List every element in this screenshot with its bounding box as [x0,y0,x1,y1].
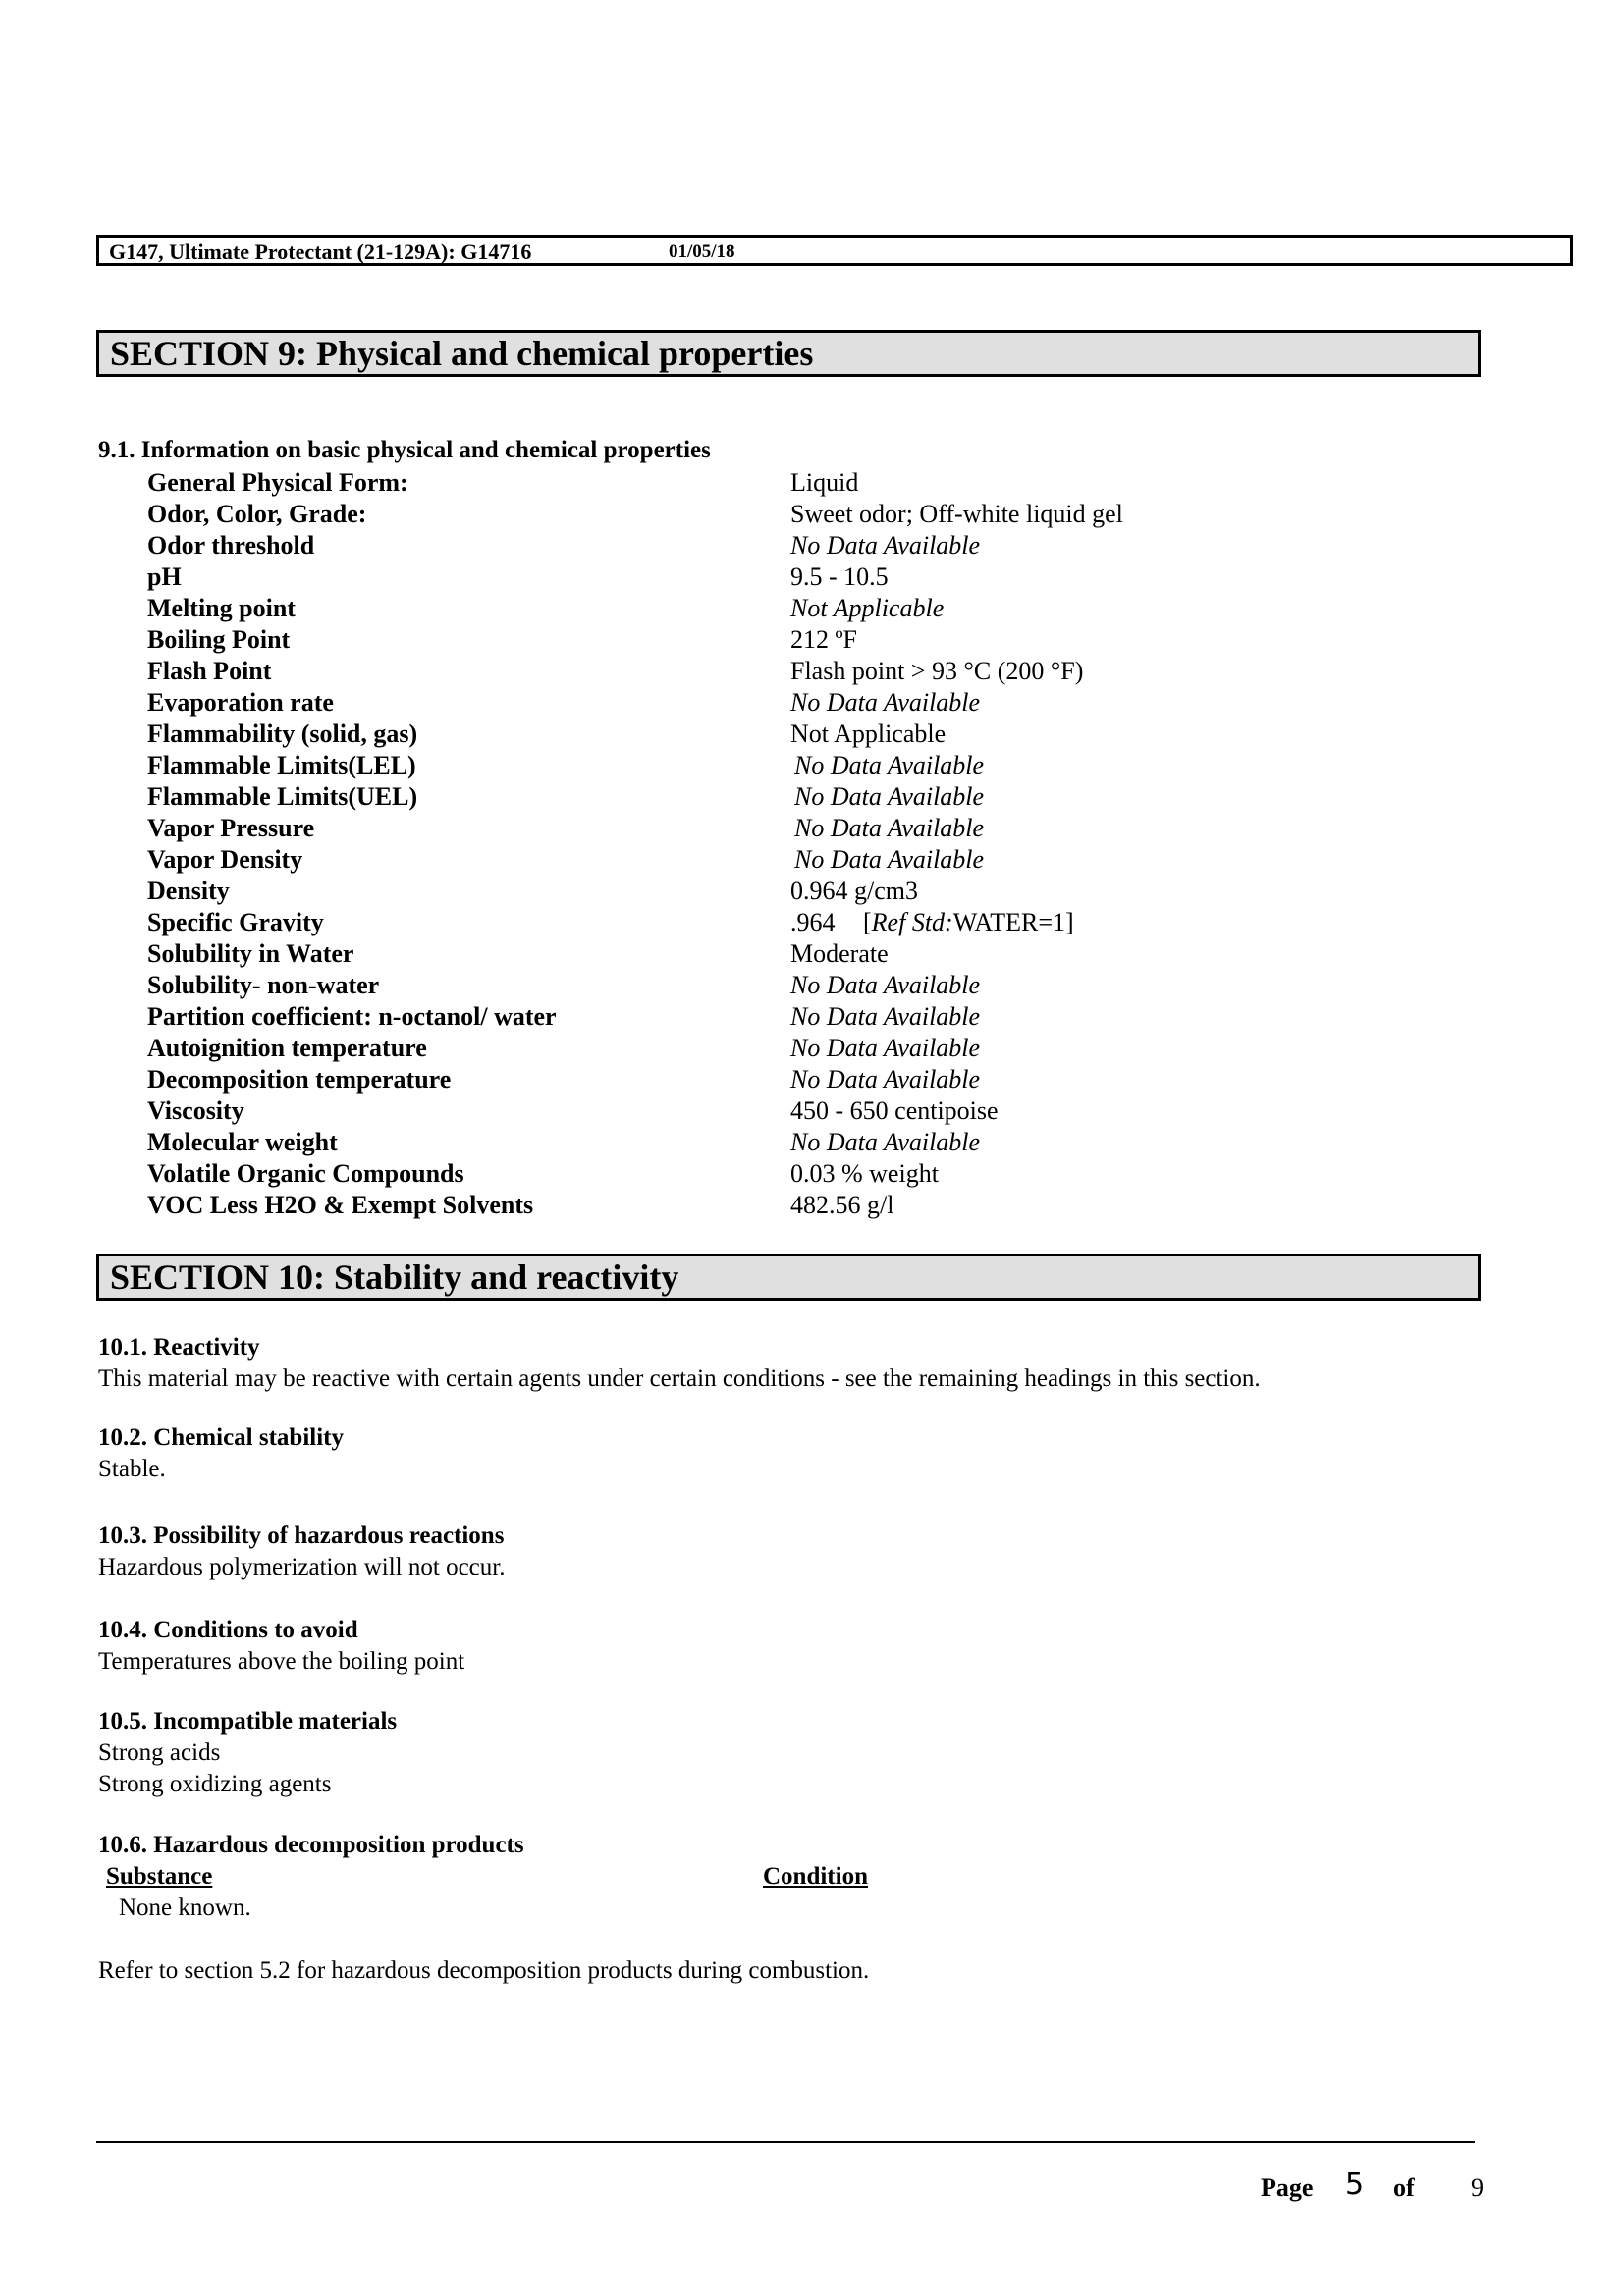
incompatible-line: Strong oxidizing agents [98,1771,332,1797]
property-value: Flash point > 93 °C (200 °F) [790,657,1084,685]
section-9-title: SECTION 9: Physical and chemical properties [96,330,1481,377]
stability-heading: 10.2. Chemical stability [98,1424,344,1451]
property-label: Odor threshold [147,531,315,560]
page-label: Page [1261,2173,1314,2202]
property-value: No Data Available [794,845,985,874]
property-label: Melting point [147,594,296,622]
section-10-title: SECTION 10: Stability and reactivity [96,1254,1481,1301]
ref-std-label: Ref Std: [871,908,953,936]
property-label: Decomposition temperature [147,1065,452,1094]
property-label: Solubility in Water [147,939,354,968]
revision-date: 01/05/18 [669,241,735,262]
substance-column-header: Substance [106,1863,213,1890]
stability-text: Stable. [98,1456,166,1482]
property-value: 9.5 - 10.5 [790,562,889,591]
property-value: No Data Available [794,782,985,811]
document-header [96,235,1573,266]
page-number: 5 [1345,2167,1365,2202]
property-label: Vapor Pressure [147,814,315,842]
property-label: VOC Less H2O & Exempt Solvents [147,1191,534,1219]
property-value: No Data Available [790,971,981,999]
property-value: No Data Available [794,751,985,779]
property-value: 212 ºF [790,625,858,654]
property-value: 450 - 650 centipoise [790,1096,999,1125]
property-label: Specific Gravity [147,908,324,936]
conditions-heading: 10.4. Conditions to avoid [98,1617,358,1643]
property-value [790,908,1074,937]
property-value: No Data Available [790,688,981,717]
property-label: Autoignition temperature [147,1034,427,1062]
property-label: Viscosity [147,1096,244,1125]
section-9-1-heading: 9.1. Information on basic physical and chemical properties [98,437,711,463]
incompatible-line: Strong acids [98,1739,221,1766]
property-value: No Data Available [794,814,985,842]
property-label: Flammable Limits(LEL) [147,751,416,779]
property-value: 482.56 g/l [790,1191,894,1219]
ref-open: [ [863,908,872,936]
property-value: Moderate [790,939,889,968]
hazardous-reactions-text: Hazardous polymerization will not occur. [98,1554,506,1580]
total-pages: 9 [1471,2173,1484,2202]
decomposition-heading: 10.6. Hazardous decomposition products [98,1832,524,1858]
ref-std-value: WATER=1] [952,908,1074,936]
property-label: Flammable Limits(UEL) [147,782,418,811]
substance-value: None known. [119,1895,251,1921]
property-label: Density [147,877,230,905]
property-label: Flash Point [147,657,272,685]
reactivity-text: This material may be reactive with certain agents under certain conditions - see the remaining headings in this section. [98,1365,1261,1392]
property-value: Not Applicable [790,720,947,748]
reactivity-heading: 10.1. Reactivity [98,1334,260,1361]
property-label: Odor, Color, Grade: [147,500,367,528]
hazardous-reactions-heading: 10.3. Possibility of hazardous reactions [98,1522,505,1549]
property-value: 0.964 g/cm3 [790,877,918,905]
property-value: No Data Available [790,531,981,560]
property-value: No Data Available [790,1034,981,1062]
condition-column-header: Condition [763,1863,868,1890]
product-identifier: G147, Ultimate Protectant (21-129A): G14716 [109,240,532,264]
property-value: No Data Available [790,1065,981,1094]
footer-divider [96,2141,1475,2143]
property-label: Vapor Density [147,845,303,874]
property-label: Solubility- non-water [147,971,380,999]
incompatible-heading: 10.5. Incompatible materials [98,1708,398,1735]
property-label: Molecular weight [147,1128,338,1156]
property-label: Volatile Organic Compounds [147,1159,464,1188]
property-value: Liquid [790,468,859,497]
property-label: Flammability (solid, gas) [147,720,418,748]
decomposition-note: Refer to section 5.2 for hazardous decomposition products during combustion. [98,1957,870,1984]
property-value: Sweet odor; Off-white liquid gel [790,500,1123,528]
of-label: of [1393,2173,1415,2202]
property-label: pH [147,562,182,591]
property-value: 0.03 % weight [790,1159,939,1188]
property-label: Partition coefficient: n-octanol/ water [147,1002,557,1031]
property-label: Evaporation rate [147,688,334,717]
property-value: Not Applicable [790,594,945,622]
property-value: No Data Available [790,1128,981,1156]
conditions-text: Temperatures above the boiling point [98,1648,465,1675]
property-value: No Data Available [790,1002,981,1031]
specific-gravity-value: .964 [790,908,836,936]
property-label: Boiling Point [147,625,291,654]
property-label: General Physical Form: [147,468,408,497]
